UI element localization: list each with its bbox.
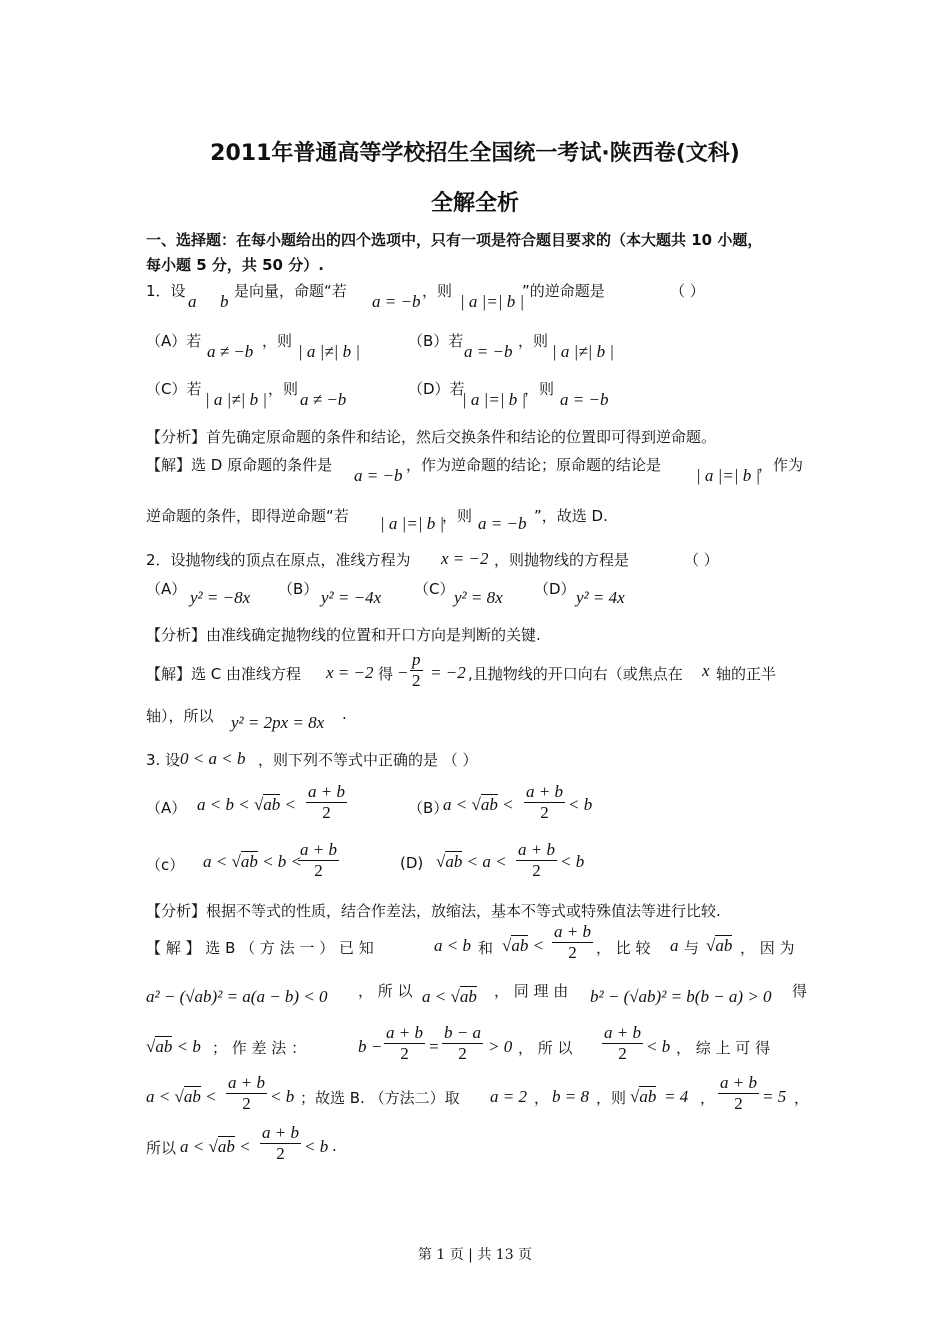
q2-optA: y² = −8x	[190, 588, 251, 607]
q3-sol-l5-b: .	[332, 1137, 337, 1155]
q1-optA-then-label: ，则	[262, 332, 293, 350]
q3-sol-l5-ineq: a < √ab <	[180, 1137, 251, 1156]
q3-sol-l4-sqrt: √ab	[630, 1087, 657, 1106]
frac-den: 2	[458, 1044, 467, 1063]
frac-den: 2	[568, 943, 577, 962]
q3-sol-l2-c: ， 同 理 由	[494, 982, 569, 1000]
q2-optD-label: （D）	[534, 580, 576, 598]
q2-sol-b: 得	[378, 665, 394, 683]
q3-optD-num: a + b	[518, 840, 555, 859]
q3-sol-l1-g: ， 因 为	[740, 939, 795, 957]
q3-optA-den: 2	[322, 803, 331, 822]
q3-sol-l4-i: ，	[794, 1089, 810, 1107]
q1-concl: | a |=| b |	[460, 292, 525, 311]
q3-optD-expr: √ab < a <	[436, 852, 507, 871]
frac-num: a + b	[228, 1073, 265, 1092]
q3-sol-l3-eq: =	[428, 1037, 440, 1056]
q3-sol-l2-ineq: a < √ab	[422, 987, 477, 1006]
q3-stem: 3. 设	[146, 751, 181, 769]
q1-sol-concl2: | a |=| b |	[380, 514, 445, 533]
frac-num: b − a	[444, 1023, 481, 1042]
q2-sol-a: 【解】选 C 由准线方程	[146, 665, 302, 683]
q1-optD-if: | a |=| b |	[462, 390, 527, 409]
q3-sol-l4-e: ，则	[596, 1089, 627, 1107]
q3-sol-l4-g: ，	[700, 1089, 716, 1107]
q3-sol-l5-lt: < b	[304, 1137, 329, 1156]
q3-analysis: 【分析】根据不等式的性质，结合作差法，放缩法，基本不等式或特殊值法等进行比较.	[146, 902, 721, 920]
section-header-line2: 每小题 5 分，共 50 分）.	[146, 256, 324, 274]
q3-sol-l1-d: ， 比 较	[596, 939, 651, 957]
frac-den: 2	[242, 1094, 251, 1113]
q2-optB: y² = −4x	[321, 588, 382, 607]
q1-sol-e: ，则	[442, 507, 473, 525]
sqrt-radicand: ab	[715, 936, 733, 955]
q3-optD-den: 2	[532, 861, 541, 880]
q3-sol-l1-f: 与	[684, 939, 700, 957]
q2-sol-frac	[410, 650, 423, 691]
q3-sol-l3-frac2	[442, 1023, 483, 1064]
sqrt-radicand: ab	[459, 987, 477, 1006]
q1-optC-if: | a |≠| b |	[205, 390, 268, 409]
q3-sol-l4-a: ；故选 B. （方法二）取	[300, 1089, 460, 1107]
frac-den: 2	[734, 1094, 743, 1113]
q2-sol-f: .	[342, 705, 347, 723]
q3-sol-l1-e: a	[670, 936, 679, 955]
q3-sol-l1-frac	[552, 922, 593, 963]
q3-sol-l1-sqrt2: √ab	[706, 936, 733, 955]
q1-sol-c: ，作为	[758, 456, 804, 474]
q1-sol-cond2: a = −b	[478, 514, 527, 533]
q1-optC-then-label: ，则	[268, 380, 299, 398]
q3-sol-l4-d: b = 8	[552, 1087, 589, 1106]
q1-optD-then-label: ，则	[524, 380, 555, 398]
q3-sol-l4-f: = 4	[664, 1087, 689, 1106]
frac-num: a + b	[386, 1023, 423, 1042]
q3-optC-num: a + b	[300, 840, 337, 859]
q2-optB-label: （B）	[278, 580, 319, 598]
q1-optB-then-label: ，则	[518, 332, 549, 350]
frac-num: a + b	[262, 1123, 299, 1142]
q1-sol-b: ，作为逆命题的结论；原命题的结论是	[406, 456, 662, 474]
q3-sol-l3-a: ； 作 差 法 ：	[212, 1039, 307, 1057]
q3-sol-l4-lt: < b	[270, 1087, 295, 1106]
q1-optB-then: | a |≠| b |	[552, 342, 615, 361]
sqrt-radicand: ab	[155, 1037, 173, 1056]
q3-sol-l3-ineq: √ab < b	[146, 1037, 201, 1056]
q1-sol-f: ”，故选 D.	[534, 507, 608, 525]
page-subtitle: 全解全析	[430, 191, 519, 216]
q2-optC: y² = 8x	[454, 588, 503, 607]
q2-optD: y² = 4x	[576, 588, 625, 607]
q2-sol-eq1: x = −2	[326, 663, 374, 682]
q1-optB-if: a = −b	[464, 342, 513, 361]
q1-cond: a = −b	[372, 292, 421, 311]
q1-sol-d: 逆命题的条件，即得逆命题“若	[146, 507, 349, 525]
q3-sol-l3-frac3	[602, 1023, 643, 1064]
q3-optC-frac	[298, 840, 339, 881]
q2-paren: （ ）	[684, 551, 719, 569]
q3-optB-num: a + b	[526, 782, 563, 801]
frac-den: 2	[276, 1144, 285, 1163]
frac-den: 2	[618, 1044, 627, 1063]
q3-sol-l5-a: 所以	[146, 1139, 177, 1157]
q3-sol-l4-h: = 5	[762, 1087, 787, 1106]
q3-optC-den: 2	[314, 861, 323, 880]
q3-optC-expr: a < √ab < b <	[203, 852, 303, 871]
q2-stem: 2．设抛物线的顶点在原点，准线方程为	[146, 551, 411, 569]
q2-sol-minus: −	[398, 663, 408, 682]
q3-optD-tail: < b	[560, 852, 585, 871]
q3-sol-l3-c: ， 综 上 可 得	[676, 1039, 771, 1057]
q3-sol-l4-ineq: a < √ab <	[146, 1087, 217, 1106]
q1-sol-cond: a = −b	[354, 466, 403, 485]
q3-sol-l3-frac1	[384, 1023, 425, 1064]
q3-optB-expr: a < √ab <	[443, 795, 514, 814]
q1-optD-then: a = −b	[560, 390, 609, 409]
q3-optB-den: 2	[540, 803, 549, 822]
q1-stem-c: ，则	[422, 282, 453, 300]
q3-optC-sqrt: ab	[240, 852, 258, 871]
sqrt-radicand: ab	[217, 1137, 235, 1156]
q3-sol-l5-frac	[260, 1123, 301, 1164]
q2-sol-d: 轴的正半	[716, 665, 777, 683]
frac-num: a + b	[604, 1023, 641, 1042]
q3-stem-end: ，则下列不等式中正确的是 （ ）	[258, 751, 478, 769]
q3-sol-l2-b: ， 所 以	[358, 982, 413, 1000]
q1-optC-then: a ≠ −b	[300, 390, 347, 409]
q1-optA-label: （A）若	[146, 332, 202, 350]
q1-var-a: a	[188, 292, 197, 311]
page-footer: 第 1 页 | 共 13 页	[417, 1247, 533, 1263]
q3-optA-frac	[306, 782, 347, 823]
q2-optC-label: （C）	[414, 580, 455, 598]
q3-sol-l2-e: 得	[792, 982, 808, 1000]
q3-optD-label: (D)	[400, 854, 424, 872]
q1-optC-label: （C）若	[146, 380, 202, 398]
q2-sol-eq2: = −2	[430, 663, 466, 682]
q1-optB-label: （B）若	[408, 332, 464, 350]
q3-sol-l1-b: a < b	[434, 936, 471, 955]
q1-stem-d: ”的逆命题是	[522, 282, 605, 300]
q3-sol-l2-d: b² − (√ab)² = b(b − a) > 0	[590, 987, 772, 1006]
q3-optD-sqrt: ab	[445, 852, 463, 871]
q3-sol-l3-gt: > 0	[488, 1037, 513, 1056]
q3-sol-l1-sqrt: √ab <	[502, 936, 545, 955]
q3-sol-l1-c: 和	[478, 939, 494, 957]
q3-sol-l4-c: ，	[534, 1089, 550, 1107]
q1-optA-if: a ≠ −b	[207, 342, 254, 361]
q2-stem-eq: x = −2	[441, 549, 489, 568]
q3-sol-l3-bminus: b −	[358, 1037, 383, 1056]
q3-optD-frac	[516, 840, 557, 881]
q3-stem-eq: 0 < a < b	[180, 749, 246, 768]
sqrt-radicand: ab	[639, 1087, 657, 1106]
q2-sol-c: ,且抛物线的开口向右（或焦点在	[468, 665, 683, 683]
q3-sol-l4-frac2	[718, 1073, 759, 1114]
frac-den: 2	[400, 1044, 409, 1063]
q1-stem-b: 是向量，命题“若	[234, 282, 347, 300]
q3-optA-num: a + b	[308, 782, 345, 801]
q2-stem-end: ，则抛物线的方程是	[494, 551, 630, 569]
q2-sol-frac-den: 2	[412, 671, 421, 690]
frac-num: a + b	[720, 1073, 757, 1092]
sqrt-radicand: ab	[183, 1087, 201, 1106]
q3-sol-l3-b: ， 所 以	[518, 1039, 573, 1057]
q3-optA-sqrt: ab	[263, 795, 281, 814]
sqrt-radicand: ab	[511, 936, 529, 955]
q3-optB-tail: < b	[568, 795, 593, 814]
q1-stem-a: 1．设	[146, 282, 186, 300]
q1-sol-concl: | a |=| b |	[696, 466, 761, 485]
q3-optC-label: （c）	[146, 856, 185, 874]
q2-sol-frac-num: p	[412, 650, 421, 669]
frac-num: a + b	[554, 922, 591, 941]
q3-sol-l3-lt: < b	[646, 1037, 671, 1056]
q1-analysis: 【分析】首先确定原命题的条件和结论，然后交换条件和结论的位置即可得到逆命题。	[146, 428, 717, 446]
q3-optA-expr: a < b < √ab <	[197, 795, 297, 814]
q1-var-b: b	[220, 292, 229, 311]
q2-sol-x: x	[702, 661, 710, 680]
q3-optB-sqrt: ab	[480, 795, 498, 814]
q3-sol-l2-a: a² − (√ab)² = a(a − b) < 0	[146, 987, 328, 1006]
q3-optA-label: （A）	[146, 799, 187, 817]
q3-sol-l1-a: 【 解 】 选 B （ 方 法 一 ） 已 知	[146, 939, 374, 957]
q1-paren: （ ）	[670, 282, 705, 300]
q3-optB-label: （B）	[408, 799, 449, 817]
q3-sol-l4-b: a = 2	[490, 1087, 527, 1106]
q2-sol-e: 轴），所以	[146, 707, 214, 725]
q3-sol-l4-frac1	[226, 1073, 267, 1114]
q3-optB-frac	[524, 782, 565, 823]
q2-sol-eq3: y² = 2px = 8x	[231, 713, 325, 732]
page-title: 2011年普通高等学校招生全国统一考试·陕西卷(文科)	[210, 141, 740, 166]
q2-optA-label: （A）	[146, 580, 187, 598]
q2-analysis: 【分析】由准线确定抛物线的位置和开口方向是判断的关键.	[146, 626, 541, 644]
q1-sol-a: 【解】选 D 原命题的条件是	[146, 456, 333, 474]
q1-optA-then: | a |≠| b |	[298, 342, 361, 361]
section-header-line1: 一、选择题：在每小题给出的四个选项中，只有一项是符合题目要求的（本大题共 10 小题，	[146, 231, 763, 249]
q1-optD-label: （D）若	[408, 380, 465, 398]
